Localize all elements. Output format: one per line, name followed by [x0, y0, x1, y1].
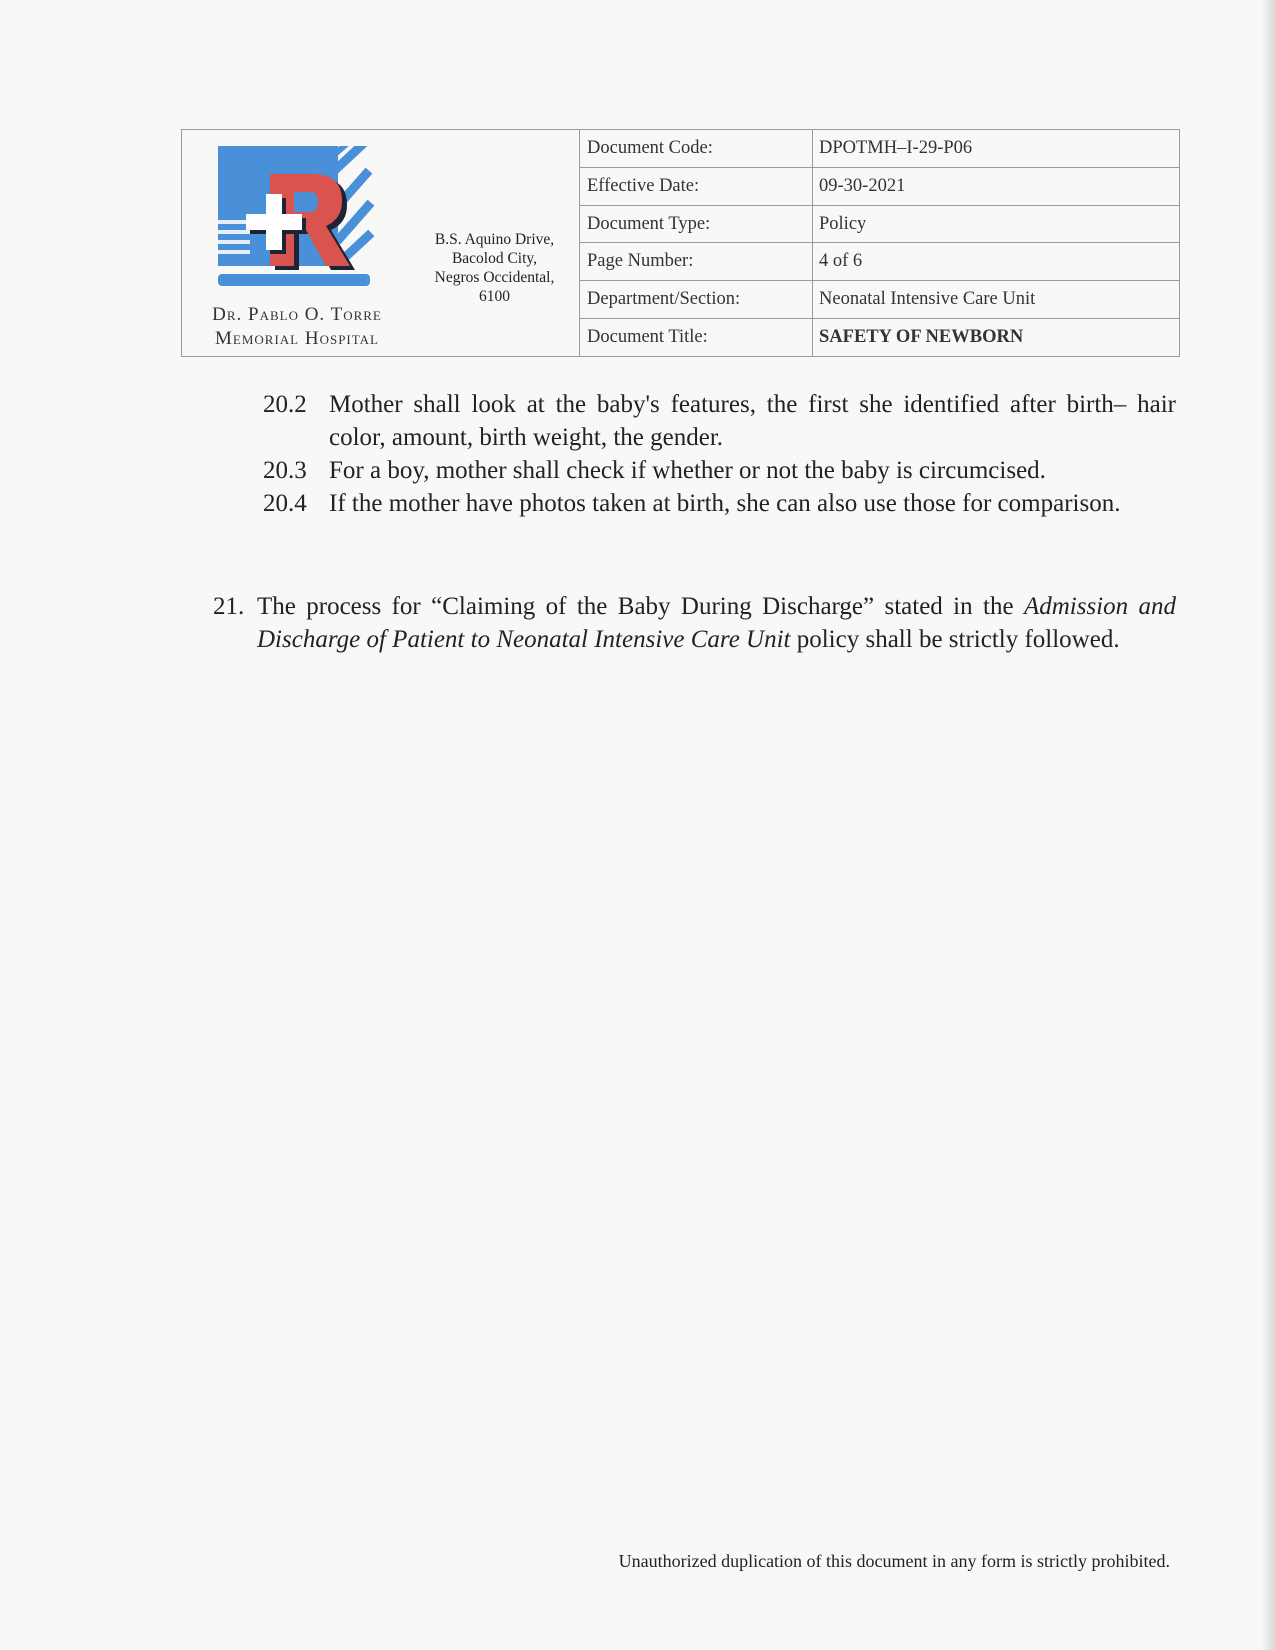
document-code-row [580, 130, 1179, 168]
list-item-text: If the mother have photos taken at birth, she can also use those for comparison. [329, 490, 1121, 517]
effective-date-value: 09-30-2021 [819, 175, 906, 196]
hospital-address [412, 230, 577, 306]
document-title-label: Document Title: [580, 319, 813, 356]
list-item-number: 20.3 [263, 457, 307, 484]
policy-item-text [257, 590, 1176, 656]
address-line: 6100 [479, 288, 510, 305]
hospital-name [182, 303, 412, 351]
list-item-number: 20.4 [263, 490, 307, 517]
page-number-label: Page Number: [580, 243, 813, 280]
document-type-row [580, 206, 1179, 244]
footer-notice: Unauthorized duplication of this document in any form is strictly prohibited. [618, 1551, 1170, 1571]
policy-text-after: policy shall be strictly followed. [790, 626, 1120, 653]
hospital-logo [218, 146, 378, 296]
document-type-label: Document Type: [580, 206, 813, 243]
document-type-value: Policy [819, 213, 867, 234]
address-line: Bacolod City, [451, 250, 538, 267]
page-number-row [580, 243, 1179, 281]
effective-date-label: Effective Date: [580, 168, 813, 205]
effective-date-row [580, 168, 1179, 206]
page-edge-shadow [1261, 0, 1275, 1650]
hospital-name-line1: Dr. Pablo O. Torre [212, 304, 382, 325]
department-value: Neonatal Intensive Care Unit [819, 289, 1036, 310]
list-item [263, 487, 1176, 520]
page-number-value: 4 of 6 [819, 251, 863, 272]
policy-item-21 [213, 590, 1176, 656]
list-item-number: 20.2 [263, 391, 307, 418]
hospital-name-line2: Memorial Hospital [215, 328, 379, 349]
policy-item-number: 21. [213, 593, 245, 620]
document-title-row [580, 319, 1179, 356]
referenced-policy-title: Admission and Discharge of Patient to Neonatal Intensive Care Unit [257, 593, 1176, 653]
document-header [181, 129, 1180, 357]
list-item [263, 454, 1176, 487]
address-line: Negros Occidental, [434, 269, 555, 286]
logo-cell [182, 130, 580, 356]
document-info-table [580, 130, 1179, 356]
policy-text-before: The process for “Claiming of the Baby During Discharge” stated in the [257, 593, 1024, 620]
list-item [263, 388, 1176, 454]
document-title-value: SAFETY OF NEWBORN [819, 327, 1024, 348]
list-item-text: Mother shall look at the baby's features, the first she identified after birth– hair color, amount, birth weight, the gender. [329, 391, 1176, 451]
department-label: Department/Section: [580, 281, 813, 318]
department-row [580, 281, 1179, 319]
document-code-value: DPOTMH–I-29-P06 [819, 137, 973, 158]
document-code-label: Document Code: [580, 130, 813, 167]
address-line: B.S. Aquino Drive, [434, 231, 555, 248]
sub-item-list [263, 388, 1176, 520]
list-item-text: For a boy, mother shall check if whether or not the baby is circumcised. [329, 457, 1046, 484]
